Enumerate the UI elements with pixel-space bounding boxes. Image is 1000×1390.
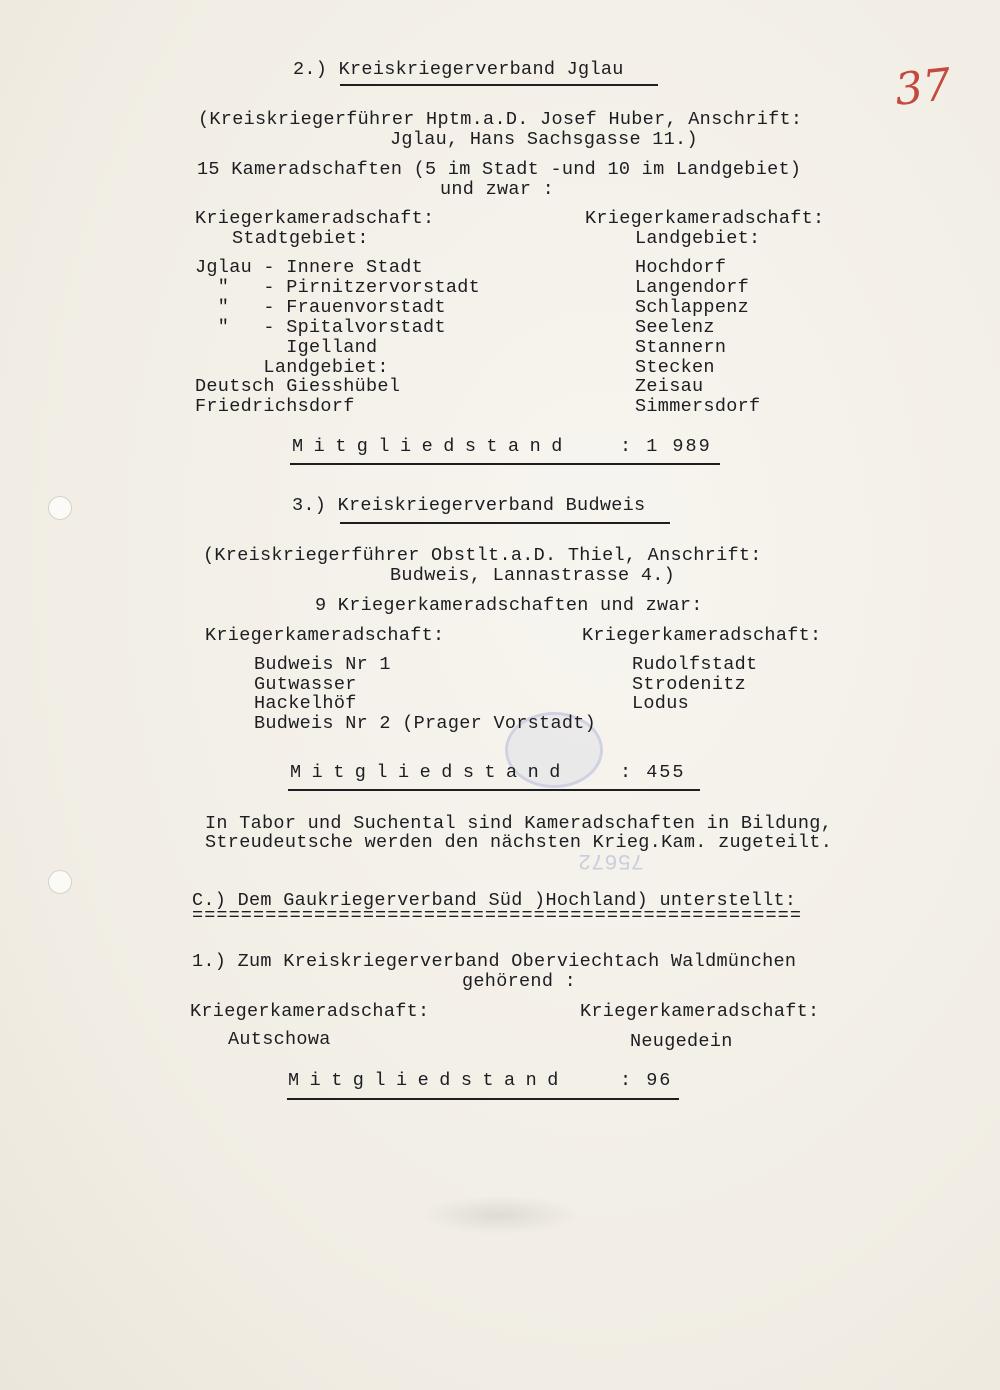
sectionC1-heading-line2: gehörend : (462, 971, 577, 992)
section3-member-value: : 455 (620, 762, 686, 783)
list-item: Strodenitz (632, 674, 747, 695)
list-item: Igelland (195, 337, 378, 358)
sectionC1-right-header: Kriegerkameradschaft: (580, 1001, 820, 1022)
section2-leader-line1: (Kreiskriegerführer Hptm.a.D. Josef Huber, Anschrift: (198, 109, 803, 130)
section2-member-value: : 1 989 (620, 436, 712, 457)
sectionC-heading: C.) Dem Gaukriegerverband Süd )Hochland) unterstellt: (192, 890, 797, 911)
handwritten-page-number: 37 (892, 59, 954, 116)
list-item: " - Frauenvorstadt (195, 297, 446, 318)
section3-member-label: Mitgliedstand (290, 762, 571, 783)
section2-heading-underline (340, 84, 658, 86)
section2-left-header1: Kriegerkameradschaft: (195, 208, 435, 229)
list-item: Deutsch Giesshübel (195, 376, 401, 397)
list-item: Rudolfstadt (632, 654, 758, 675)
note-line2: Streudeutsche werden den nächsten Krieg.Kam. zugeteilt. (205, 832, 833, 853)
section3-leader-line1: (Kreiskriegerführer Obstlt.a.D. Thiel, Anschrift: (203, 545, 762, 566)
section2-right-header1: Kriegerkameradschaft: (585, 208, 825, 229)
list-item: Seelenz (635, 317, 715, 338)
list-item: Landgebiet: (195, 357, 389, 378)
list-item: Schlappenz (635, 297, 750, 318)
section2-count-line1: 15 Kameradschaften (5 im Stadt -und 10 im Landgebiet) (197, 159, 802, 180)
list-item: Jglau - Innere Stadt (195, 257, 424, 278)
list-item: Gutwasser (254, 674, 357, 695)
list-item: Hochdorf (635, 257, 727, 278)
section3-leader-line2: Budweis, Lannastrasse 4.) (390, 565, 676, 586)
section2-leader-line2: Jglau, Hans Sachsgasse 11.) (390, 129, 698, 150)
punch-hole-top (48, 496, 72, 520)
section2-member-underline (290, 463, 720, 465)
section3-count-line: 9 Kriegerkameradschaften und zwar: (315, 595, 703, 616)
punch-hole-bottom (48, 870, 72, 894)
list-item: Budweis Nr 2 (Prager Vorstadt) (254, 713, 597, 734)
list-item: Zeisau (635, 376, 704, 397)
section3-heading-underline (340, 522, 670, 524)
list-item: " - Pirnitzervorstadt (195, 277, 481, 298)
sectionC1-right-item: Neugedein (630, 1031, 733, 1052)
sectionC1-left-item: Autschowa (228, 1029, 331, 1050)
list-item: Simmersdorf (635, 396, 761, 417)
section2-left-header2: Stadtgebiet: (232, 228, 369, 249)
sectionC1-member-underline (287, 1098, 679, 1100)
list-item: Langendorf (635, 277, 750, 298)
list-item: Budweis Nr 1 (254, 654, 391, 675)
list-item: Stannern (635, 337, 727, 358)
ink-smudge (420, 1195, 580, 1235)
list-item: Lodus (632, 693, 690, 714)
list-item: Stecken (635, 357, 715, 378)
list-item: " - Spitalvorstadt (195, 317, 446, 338)
section2-member-label: Mitgliedstand (292, 436, 573, 457)
sectionC-double-rule: ================================================== (192, 905, 803, 926)
stamp-number: 75672 (578, 848, 645, 873)
sectionC1-member-label: Mitgliedstand (288, 1070, 569, 1091)
sectionC1-member-value: : 96 (620, 1070, 673, 1091)
section2-right-header2: Landgebiet: (635, 228, 761, 249)
list-item: Friedrichsdorf (195, 396, 355, 417)
section3-heading: 3.) Kreiskriegerverband Budweis (292, 495, 646, 516)
sectionC1-heading-line1: 1.) Zum Kreiskriegerverband Oberviechtach Waldmünchen (192, 951, 797, 972)
section3-right-header: Kriegerkameradschaft: (582, 625, 822, 646)
note-line1: In Tabor und Suchental sind Kameradschaften in Bildung, (205, 813, 833, 834)
list-item: Hackelhöf (254, 693, 357, 714)
section3-member-underline (288, 789, 700, 791)
section2-heading: 2.) Kreiskriegerverband Jglau (293, 59, 624, 80)
section2-count-line2: und zwar : (440, 179, 555, 200)
sectionC1-left-header: Kriegerkameradschaft: (190, 1001, 430, 1022)
section3-left-header: Kriegerkameradschaft: (205, 625, 445, 646)
